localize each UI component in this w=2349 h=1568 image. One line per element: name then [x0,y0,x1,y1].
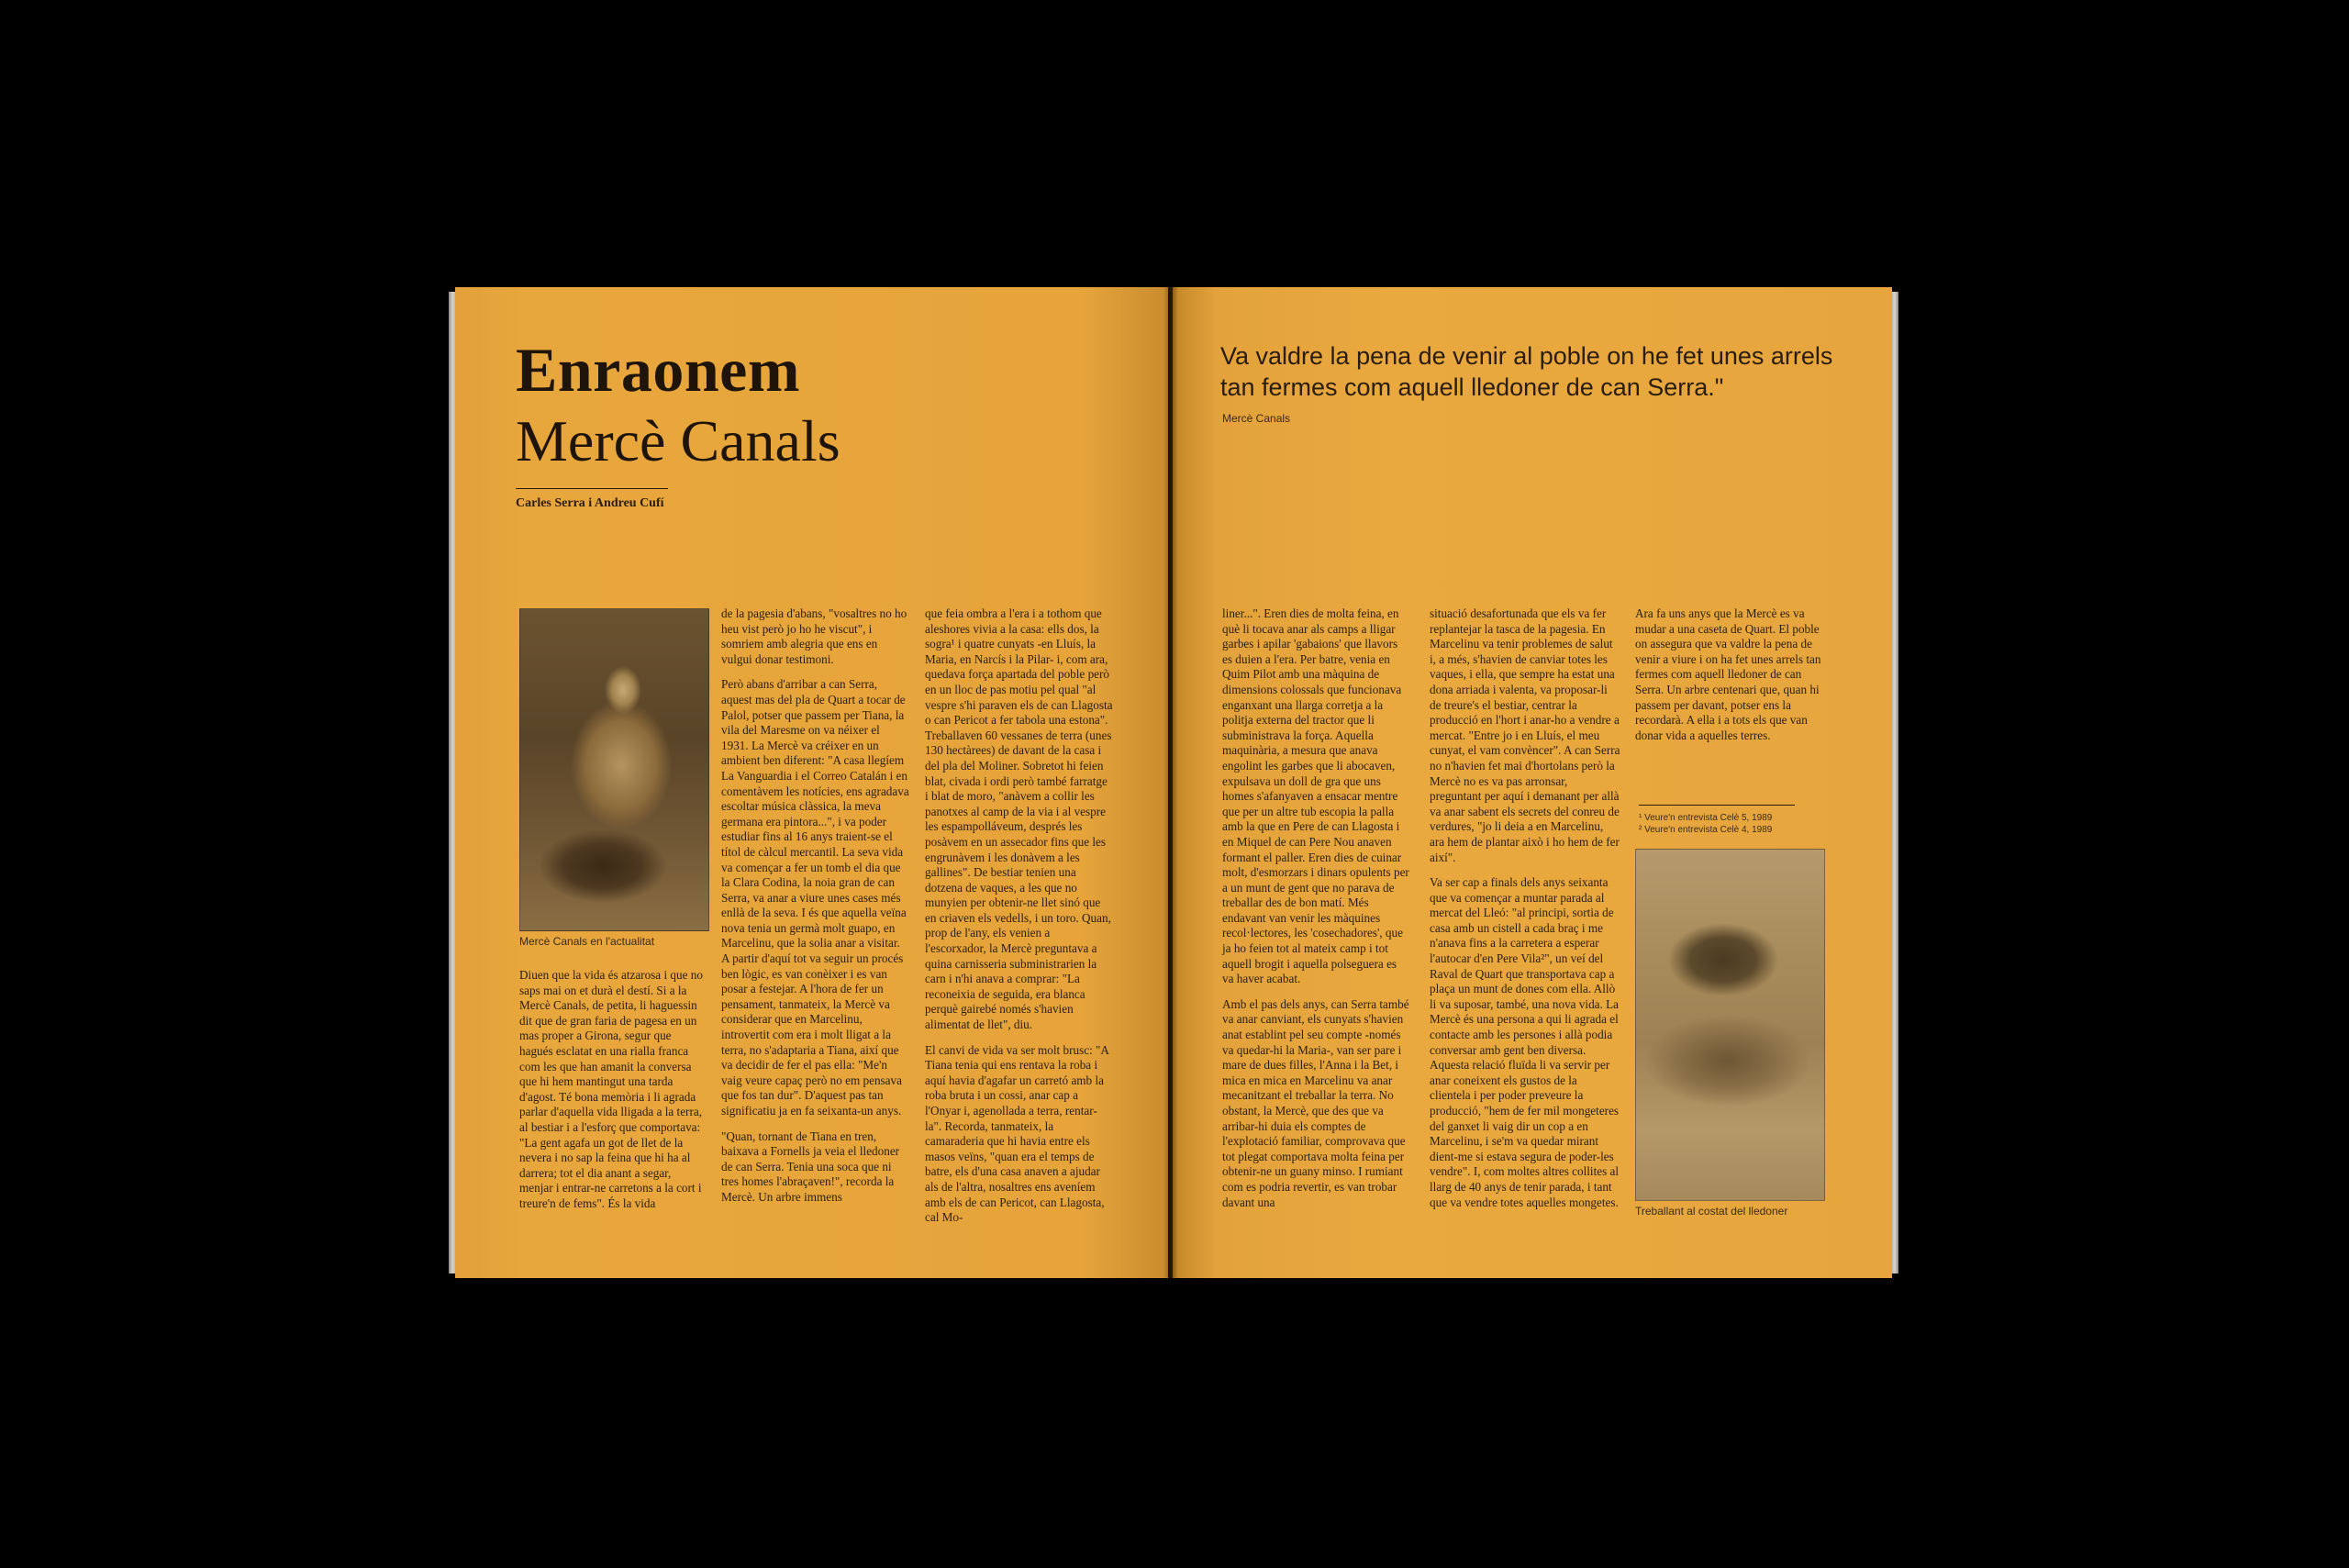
portrait-photo [519,608,709,931]
authors-byline: Carles Serra i Andreu Cufí [516,496,664,510]
left-column-2 [721,606,909,1216]
left-page [455,287,1168,1278]
paragraph: de la pagesia d'abans, "vosaltres no ho heu vist però jo ho he viscut", i somriem amb alegria que ens en vulgui donar testimoni. [721,606,907,666]
pull-quote: Va valdre la pena de venir al poble on he fet unes arrels tan fermes com aquell lledoner de can Serra." [1220,342,1833,401]
field-work-caption: Treballant al costat del lledoner [1635,1205,1788,1218]
page-edge-right [1891,292,1898,1273]
footnote-rule [1639,805,1795,806]
paragraph: El canvi de vida va ser molt brusc: "A Tiana tenia qui ens rentava la roba i aquí havia d'agafar un carretó amb la roba bruta i un cossi, anar cap a l'Onyar i, agenollada a terra, rentar-la". Recorda, tanmateix, la camaraderia que hi havia entre els masos veïns, "quan era el temps de batre, els d'una casa anaven a ajudar als de l'altra, nosaltres ens aveníem amb els de can Pericot, can Llagosta, cal Mo- [925,1042,1109,1225]
field-work-photo [1635,849,1825,1201]
paragraph: Va ser cap a finals dels anys seixanta que va començar a muntar parada al mercat del Lleó: "al principi, sortia de casa amb un cistell a cada braç i me n'anava fins a la carretera a esperar l'autocar d'en Pere Vila²", un veí del Raval de Quart que transportava cap a plaça un munt de dones com ella. Allò li va suposar, també, una nova vida. La Mercè és una persona a qui li agrada el contacte amb les persones i allà podia conversar amb gent ben diversa. Aquesta relació fluïda li va servir per anar coneixent els gustos de la clientela i per poder preveure la producció, "hem de fer mil mongeteres del ganxet li vaig dir un cop a en Marcelinu, i se'm va quedar mirant dient-me si estava segura de poder-les vendre". I, com moltes altres collites al llarg de 40 anys de tenir parada, i tant que va vendre totes aquelles mongetes. [1430,875,1620,1209]
paragraph: Diuen que la vida és atzarosa i que no saps mai on et durà el destí. Si a la Mercè Canals, de petita, li haguessin dit que de gran faria de pagesa en un mas proper a Girona, segur que hagués esclatat en una rialla franca com les que han amanit la conversa que hi hem mantingut una tarda d'agost. Té bona memòria i li agrada parlar d'aquella vida lligada a la terra, al bestiar i a l'esforç que comportava: "La gent agafa un got de llet de la nevera i no sap la feina que hi ha al darrera; tot el dia anant a segar, menjar i entrar-ne carretons a la cort i treure'n de fems". És la vida [519,968,703,1210]
paragraph: "Quan, tornant de Tiana en tren, baixava a Fornells ja veia el lledoner de can Serra. Tenia una soca que ni tres homes l'abraçaven!", recorda la Mercè. Un arbre immens [721,1129,900,1204]
left-column-3 [925,606,1113,1236]
paragraph: Ara fa uns anys que la Mercè es va mudar a una caseta de Quart. El poble on assegura que va valdre la pena de venir a viure i on ha fet unes arrels tan fermes com aquell lledoner de can Serra. Un arbre centenari que, quan hi passem per davant, potser ens la recordarà. A ella i a tots els que van donar vida a aquelles terres. [1635,606,1821,742]
left-column-1 [519,968,707,1222]
footnote: ² Veure'n entrevista Celè 4, 1989 [1639,825,1773,835]
right-column-3 [1635,606,1828,753]
paragraph: situació desafortunada que els va fer replantejar la tasca de la pagesia. En Marcelinu va tenir problemes de salut i, a més, s'havien de canviar totes les vaques, i ella, que sempre ha estat una dona arriada i valenta, va proposar-li de treure's el bestiar, centrar la producció en l'hort i anar-ho a vendre a mercat. "Entre jo i en Lluís, el meu cunyat, el vam convèncer". A can Serra no n'havien fet mai d'hortolans però la Mercè no es va pas arronsar, preguntant per aquí i demanant per allà va anar sabent els secrets del conreu de verdures, "jo li deia a en Marcelinu, ara hem de plantar això i ho hem de fer així". [1430,606,1620,864]
title-rule [516,488,668,489]
pull-quote-attribution: Mercè Canals [1222,412,1291,425]
paragraph: que feia ombra a l'era i a tothom que aleshores vivia a la casa: ells dos, la sogra¹ i quatre cunyats -en Lluís, la Maria, en Narcís i la Pilar- i, com ara, quedava força apartada del poble però en un lloc de pas motiu pel qual "al vespre s'hi paraven els de can Llagosta o can Pericot a fer tabola una estona". Treballaven 60 vessanes de terra (unes 130 hectàrees) de davant de la casa i del pla del Moliner. Sobretot hi feien blat, civada i ordi però també farratge i blat de moro, "anàvem a collir les panotxes al camp de la via i al vespre les espampolláveum, després les posàvem en un assecador fins que les engrunàvem i les donàvem a les gallines". De bestiar tenien una dotzena de vaques, a les que no munyien per obtenir-ne llet sinó que en criaven els vedells, i un toro. Quan, prop de l'any, els venien a l'escorxador, la Mercè preguntava a quina carnisseria subministrarien la carn i n'hi anava a comprar: "La reconeixia de seguida, era blanca perquè gairebé només s'havien alimentat de llet", diu. [925,606,1113,1032]
spine-gutter [1163,287,1178,1278]
interviewee-name: Mercè Canals [516,408,841,473]
paragraph: Però abans d'arribar a can Serra, aquest mas del pla de Quart a tocar de Palol, potser que passem per Tiana, la vila del Maresme on va néixer el 1931. La Mercè va créixer en un ambient ben diferent: "A casa llegíem La Vanguardia i el Correo Catalán i en comentàvem les notícies, ens agradava escoltar música clàssica, la meva germana era pintora...", i va poder estudiar fins al 16 anys traient-se el títol de càlcul mercantil. La seva vida va començar a fer un tomb el dia que la Clara Codina, la noia gran de can Serra, va anar a viure unes cases més enllà de la seva. I és que aquella veïna nova tenia un germà molt guapo, en Marcelinu, que la solia anar a visitar. A partir d'aquí tot va seguir un procés ben lògic, es van conèixer i es van posar a festejar. A l'hora de fer un pensament, tanmateix, la Mercè va considerar que en Marcelinu, introvertit com era i molt lligat a la terra, no s'adaptaria a Tiana, així que va decidir de fer el pas ella: "Me'n vaig veure capaç però no em pensava que fos tan dur". D'aquest pas tan significatiu ja en fa seixanta-un anys. [721,677,909,1118]
right-column-1 [1222,606,1410,1220]
right-column-2 [1430,606,1620,1220]
paragraph: liner...". Eren dies de molta feina, en què li tocava anar als camps a lligar garbes i apilar 'gabaions' que llavors es duien a l'era. Per batre, venia en Quim Pilot amb una màquina de dimensions colossals que funcionava enganxant una llarga corretja a la politja externa del tractor que li subministrava la força. Aquella maquinària, a mesura que anava engolint les garbes que li abocaven, expulsava un doll de gra que uns homes s'afanyaven a ensacar mentre que per un altre tub escopia la palla amb la que en Pere de can Llagosta i en Miquel de can Pere Nou anaven formant el paller. Eren dies de cuinar molt, d'esmorzars i dinars opulents per a un munt de gent que no parava de treballar des de bon matí. Més endavant van venir les màquines recol·lectores, les 'cosechadores', que ja ho feien tot al mateix camp i tot aquell brogit i aquella polseguera es va haver acabat. [1222,606,1409,986]
footnote: ¹ Veure'n entrevista Celè 5, 1989 [1639,813,1773,823]
section-title: Enraonem [516,335,800,405]
portrait-caption: Mercè Canals en l'actualitat [519,935,655,948]
paragraph: Amb el pas dels anys, can Serra també va anar canviant, els cunyats s'havien anat establint pel seu compte -només va quedar-hi la Maria-, van ser pare i mare de dues filles, l'Anna i la Bet, i mica en mica en Marcelinu va anar mecanitzant el treballar la terra. No obstant, la Mercè, que des que va arribar-hi duia els comptes de l'explotació familiar, comprovava que tot plegat comportava molta feina per obtenir-ne un guany minso. I rumiant com es podria revertir, es van trobar davant una [1222,996,1409,1209]
